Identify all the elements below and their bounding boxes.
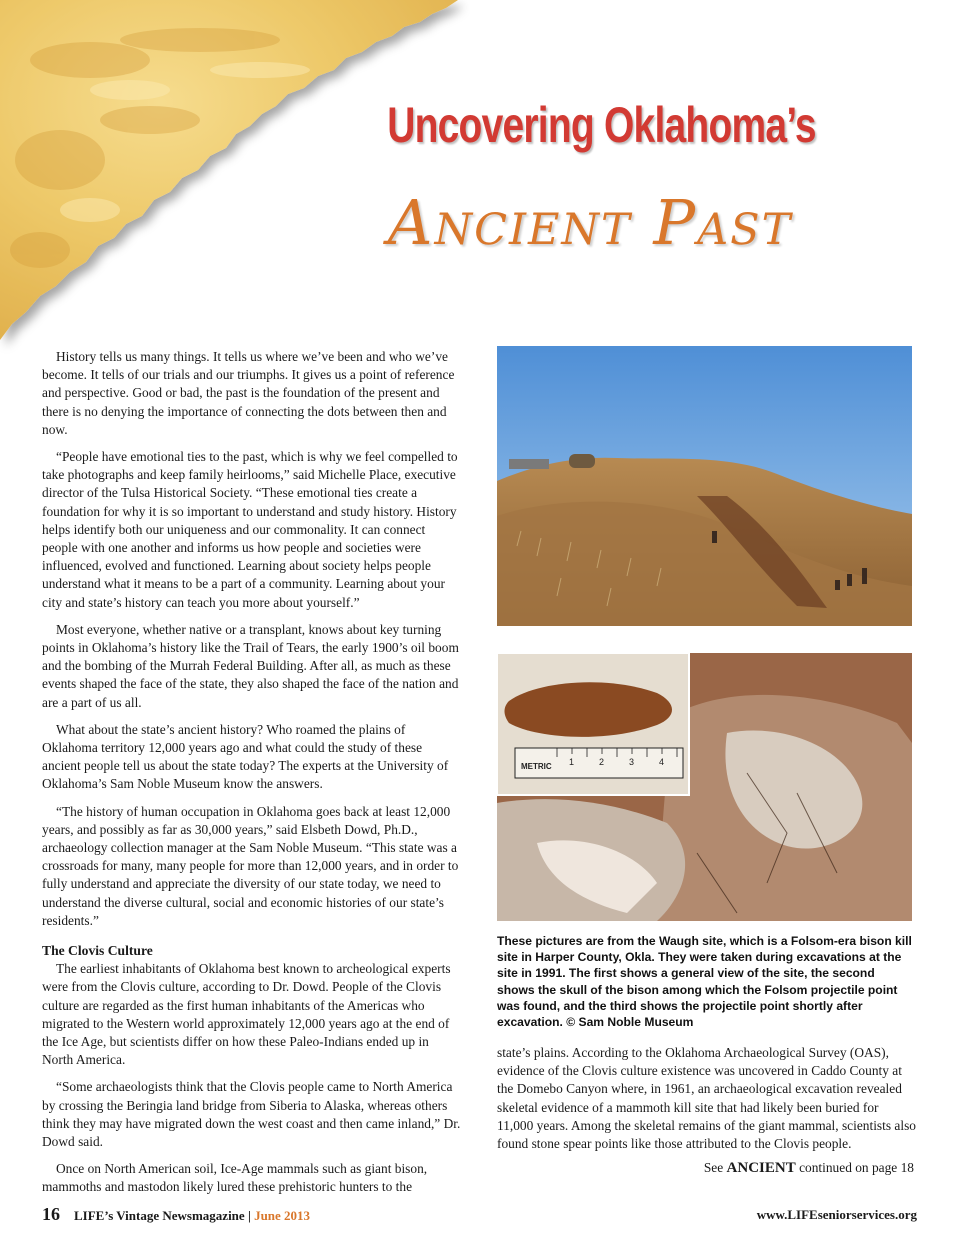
article-title-line2: Ancient Past — [387, 186, 793, 259]
photo-caption: These pictures are from the Waugh site, which is a Folsom-era bison kill site in Harper County, Okla. They were taken during excavations at the site in 1991. The first shows a general view of the site, the second shows the skull of the bison among which the Folsom projectile point was found, and the third shows the projectile point shortly after excavation. © Sam Noble Museum — [497, 934, 912, 1030]
right-column — [497, 1044, 917, 1153]
ruler-number-1: 1 — [569, 757, 575, 767]
continued-prefix: See — [703, 1160, 727, 1175]
paragraph-5: “The history of human occupation in Oklahoma goes back at least 12,000 years, and possibly as far as 30,000 years,” said Elsbeth Dowd, Ph.D., archaeology collection manager at the Sam Noble Museum. “This state was a crossroads for many, many people for more than 12,000 years, and in order to fully understand and appreciate the diversity of our state today, we need to understand the diverse cultural, social and economic histories of our state’s residents.” — [42, 803, 459, 928]
paragraph-2: “People have emotional ties to the past, which is why we feel compelled to take photographs and keep family heirlooms,” said Michelle Place, executive director of the Tulsa Historical Society. “These emotional ties create a foundation for why it is so important to understand and study history. History helps identify both our uniqueness and our commonality. It can connect people with one another and informs us how people and societies were influenced, evolved and functioned. Learning about society helps people understand what it means to be a part of a community. Learning about your city and state’s history can teach you more about yourself.” — [42, 449, 458, 610]
paragraph-continued: state’s plains. According to the Oklahoma Archaeological Survey (OAS), evidence of the Clovis culture existence was uncovered in Caddo County at the Domebo Canyon where, in 1961, an archaeological excavation revealed skeletal evidence of a mammoth kill site that had likely been buried for 11,000 years. Among the skeletal remains of the giant mammal, scientists also found stone spear points like those attributed to the Clovis people. — [497, 1045, 916, 1152]
paragraph-6: The earliest inhabitants of Oklahoma best known to archeological experts were from the Clovis culture, according to Dr. Dowd. People of the Clovis culture are regarded as the first human inhabitants of the Americas who migrated to the Western world approximately 12,000 years ago at the end of the Ice Age, but scientists differ on how these Paleo-Indians ended up in North America. — [42, 961, 451, 1068]
paragraph-1: History tells us many things. It tells us where we’ve been and who we’ve become. It tells of our trials and our triumphs. It gives us a point of reference and perspective. Good or bad, the past is the foundation of the present and there is no denying the importance of connecting the dots between then and now. — [42, 349, 455, 437]
issue-date: June 2013 — [254, 1208, 311, 1223]
ruler-number-3: 3 — [629, 757, 635, 767]
footer-separator: | — [244, 1208, 255, 1223]
article-title-line1: Uncovering Oklahoma’s — [387, 97, 816, 153]
continued-suffix: continued on page 18 — [795, 1160, 914, 1175]
paragraph-8: Once on North American soil, Ice-Age mammals such as giant bison, mammoths and mastodon likely lured these prehistoric hunters to the — [42, 1161, 428, 1195]
continued-keyword: ANCIENT — [726, 1160, 796, 1176]
ruler-metric-label: METRIC — [521, 762, 552, 771]
excavation-site-photo — [497, 346, 912, 626]
page-number: 16 — [42, 1204, 60, 1224]
continued-notice — [600, 1160, 914, 1177]
paragraph-7: “Some archaeologists think that the Clovis people came to North America by crossing the Beringia land bridge from Siberia to Alaska, whereas others think they may have migrated down the west coast and then came inland,” Dr. Dowd said. — [42, 1079, 461, 1149]
ruler-number-4: 4 — [659, 757, 665, 767]
paragraph-4: What about the state’s ancient history? Who roamed the plains of Oklahoma territory 12,000 years ago and what could the study of these ancient people tell us about the state today? The experts at the University of Oklahoma’s Sam Noble Museum know the answers. — [42, 721, 449, 792]
ruler-number-2: 2 — [599, 757, 605, 767]
subheading-clovis-culture: The Clovis Culture — [42, 943, 153, 959]
website-link[interactable]: www.LIFEseniorservices.org — [756, 1207, 917, 1222]
metric-ruler — [515, 748, 683, 778]
footer-left — [42, 1204, 310, 1225]
bison-skull-photo — [497, 653, 912, 921]
paragraph-3: Most everyone, whether native or a transplant, knows about key turning points in Oklahoma’s history like the Trail of Tears, the early 1900’s oil boom and the bombing of the Murrah Federal Building. After all, as much as these events shaped the face of the state, they also shaped the face of the nation and are a part of us all. — [42, 621, 459, 710]
parchment-corner-decoration — [0, 0, 470, 360]
left-column — [42, 348, 462, 1206]
publication-name: LIFE’s Vintage Newsmagazine — [74, 1208, 245, 1223]
